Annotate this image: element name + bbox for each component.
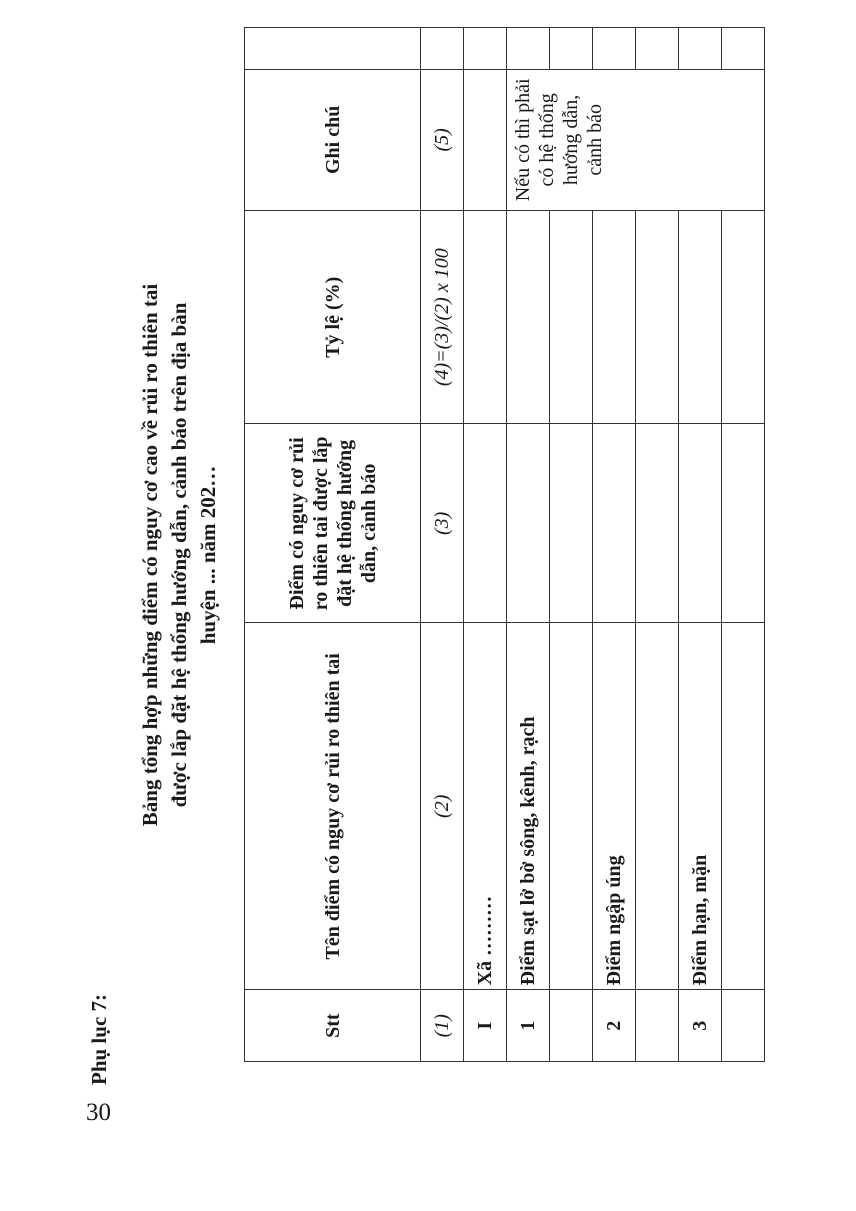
document-title bbox=[136, 155, 223, 955]
index-cell: (5) bbox=[421, 69, 464, 210]
row-installed bbox=[679, 424, 722, 623]
row-name bbox=[550, 623, 593, 990]
row-extra bbox=[679, 28, 722, 70]
row-stt bbox=[636, 990, 679, 1062]
row-installed bbox=[507, 424, 550, 623]
row-ratio bbox=[550, 210, 593, 424]
row-name: Xã ……… bbox=[464, 623, 507, 990]
appendix-label: Phụ lục 7: bbox=[87, 993, 111, 1085]
title-line: được lắp đặt hệ thống hướng dẫn, cảnh báo trên địa bàn bbox=[167, 302, 191, 808]
row-extra bbox=[507, 28, 550, 70]
index-cell: (4)=(3)/(2) x 100 bbox=[421, 210, 464, 424]
header-installed: Điểm có nguy cơ rủi ro thiên tai được lắp đặt hệ thống hướng dẫn, cảnh báo bbox=[245, 424, 421, 623]
page-number: 30 bbox=[86, 1099, 111, 1126]
header-extra bbox=[245, 28, 421, 70]
row-installed bbox=[550, 424, 593, 623]
row-stt: 3 bbox=[679, 990, 722, 1062]
row-ratio bbox=[507, 210, 550, 424]
note-cell: Nếu có thì phải có hệ thống hướng dẫn, cảnh báo bbox=[507, 69, 765, 210]
row-stt: 1 bbox=[507, 990, 550, 1062]
row-extra bbox=[464, 28, 507, 70]
row-ratio bbox=[679, 210, 722, 424]
header-stt: Stt bbox=[245, 990, 421, 1062]
row-name: Điểm hạn, mặn bbox=[679, 623, 722, 990]
row-installed bbox=[593, 424, 636, 623]
row-extra bbox=[593, 28, 636, 70]
index-cell bbox=[421, 28, 464, 70]
row-installed bbox=[636, 424, 679, 623]
table-row bbox=[507, 28, 550, 1062]
title-line: Bảng tổng hợp những điểm có nguy cơ cao về rủi ro thiên tai bbox=[138, 283, 162, 827]
index-cell: (1) bbox=[421, 990, 464, 1062]
header-ratio: Tỷ lệ (%) bbox=[245, 210, 421, 424]
row-extra bbox=[722, 28, 765, 70]
index-cell: (3) bbox=[421, 424, 464, 623]
row-installed bbox=[722, 424, 765, 623]
row-ratio bbox=[636, 210, 679, 424]
rotated-page-content bbox=[86, 27, 711, 1085]
title-line: huyện ... năm 202… bbox=[196, 465, 220, 645]
row-name bbox=[722, 623, 765, 990]
row-name: Điểm sạt lở bờ sông, kênh, rạch bbox=[507, 623, 550, 990]
row-stt bbox=[550, 990, 593, 1062]
row-name: Điểm ngập úng bbox=[593, 623, 636, 990]
header-name: Tên điểm có nguy cơ rủi ro thiên tai bbox=[245, 623, 421, 990]
row-extra bbox=[550, 28, 593, 70]
row-ratio bbox=[464, 210, 507, 424]
index-cell: (2) bbox=[421, 623, 464, 990]
row-stt: 2 bbox=[593, 990, 636, 1062]
row-name bbox=[636, 623, 679, 990]
summary-table bbox=[244, 27, 765, 1062]
header-note: Ghi chú bbox=[245, 69, 421, 210]
row-stt bbox=[722, 990, 765, 1062]
row-note bbox=[464, 69, 507, 210]
table-row bbox=[464, 28, 507, 1062]
row-ratio bbox=[593, 210, 636, 424]
row-stt: I bbox=[464, 990, 507, 1062]
row-installed bbox=[464, 424, 507, 623]
row-ratio bbox=[722, 210, 765, 424]
row-extra bbox=[636, 28, 679, 70]
